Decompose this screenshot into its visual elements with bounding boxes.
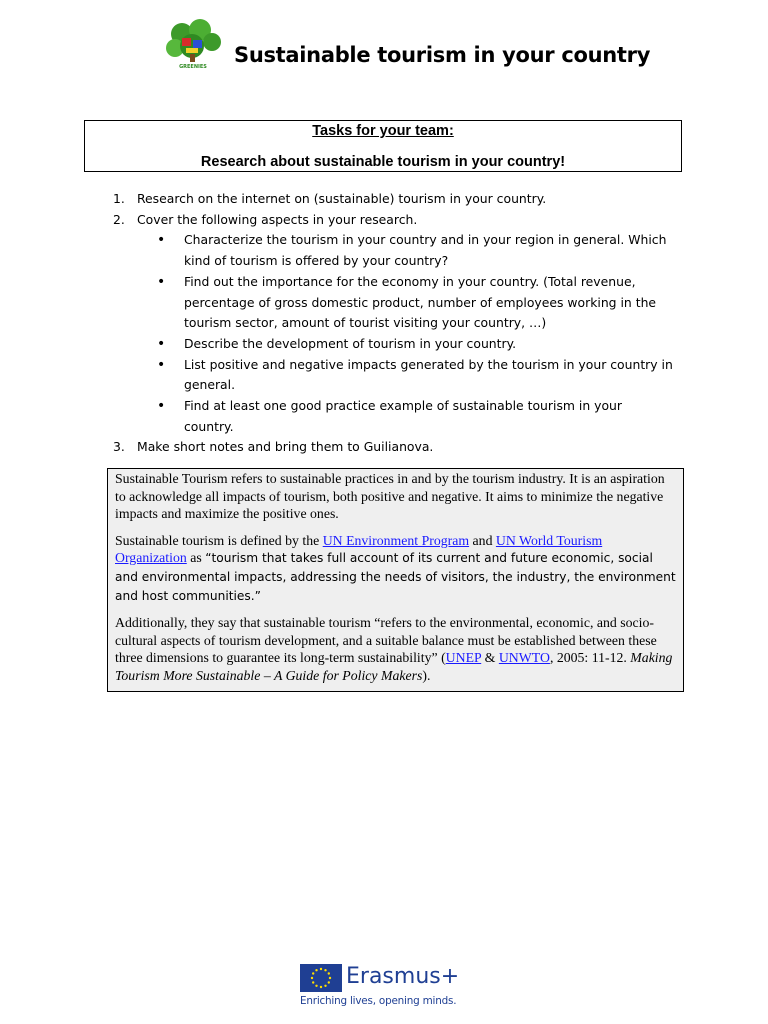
un-environment-link[interactable]: UN Environment Program [322,532,470,548]
aspect-line: kind of tourism is offered by your country? [184,253,449,269]
bullet-icon: • [157,335,166,352]
bullet-icon: • [157,273,166,290]
list-item [113,189,693,210]
erasmus-brand: Erasmus+ [346,964,460,989]
aspect-item [113,334,693,355]
aspect-item [113,396,693,437]
aspect-line: percentage of gross domestic product, number of employees working in the [184,294,657,310]
eu-flag-icon [300,964,342,992]
list-item [113,437,693,458]
task-list [113,189,693,458]
list-item-text: Cover the following aspects in your research. [137,211,418,227]
info-text: Sustainable tourism is defined by the [115,532,323,548]
bullet-icon: • [157,232,166,249]
info-text: Additionally, they say that sustainable tourism [115,615,375,631]
info-box [107,468,684,692]
aspect-line: Describe the development of tourism in your country. [184,335,517,351]
bullet-icon: • [157,356,166,373]
greenies-logo [162,18,224,72]
erasmus-tagline: Enriching lives, opening minds. [300,995,457,1007]
aspect-item [113,272,693,334]
info-text: & [481,650,499,666]
un-world-tourism-link[interactable]: UN World Tourism Organization [115,532,603,566]
task-heading: Tasks for your team: [312,123,454,139]
aspect-item [113,230,693,271]
info-text: ). [422,667,431,683]
list-number: 3. [113,439,125,455]
aspect-item [113,355,693,396]
aspect-line: Find at least one good practice example of sustainable tourism in your [184,398,623,414]
logo-label: GREENIES [179,64,207,70]
unwto-link[interactable]: UNWTO [498,650,550,666]
aspect-line: List positive and negative impacts generated by the tourism in your country in [184,356,673,372]
definition-quote: “refers to the environmental, economic, and socio-cultural aspects of tourism development, and a suitable balance must be established between these three dimensions to guarantee its long-term sustainability” [115,615,657,666]
erasmus-logo [300,964,460,1008]
info-paragraph-3 [115,614,676,684]
unep-link[interactable]: UNEP [445,650,482,666]
aspect-line: Find out the importance for the economy in your country. (Total revenue, [184,273,636,289]
aspect-line: general. [184,377,236,393]
info-text: and [469,532,496,548]
info-paragraph-1: Sustainable Tourism refers to sustainable practices in and by the tourism industry. It is an aspiration to acknowledge all impacts of tourism, both positive and negative. It aims to minimize the negative impacts and maximize the positive ones. [115,471,665,522]
list-item [113,210,693,231]
page-title: Sustainable tourism in your country [234,43,651,67]
task-box [84,120,682,172]
list-item-text: Make short notes and bring them to Guilianova. [137,439,434,455]
info-paragraph-2 [115,532,676,605]
task-subheading: Research about sustainable tourism in your country! [200,154,566,170]
aspect-line: country. [184,418,234,434]
aspect-line: Characterize the tourism in your country and in your region in general. Which [184,232,667,248]
citation-text: , 2005: 11-12. [549,650,627,666]
list-number: 1. [113,191,125,206]
info-text: ( [437,650,446,666]
definition-quote: “tourism that takes full account of its current and future economic, social and environmental impacts, addressing the needs of visitors, the industry, the environment and host communities.” [115,551,676,603]
book-title: Making Tourism More Sustainable – A Guide for Policy Makers [115,650,673,683]
list-number: 2. [113,211,125,227]
info-text: as [186,550,206,566]
list-item-text: Research on the internet on (sustainable) tourism in your country. [137,191,547,206]
bullet-icon: • [157,398,166,415]
aspect-line: tourism sector, amount of tourist visiting your country, …) [184,315,547,331]
